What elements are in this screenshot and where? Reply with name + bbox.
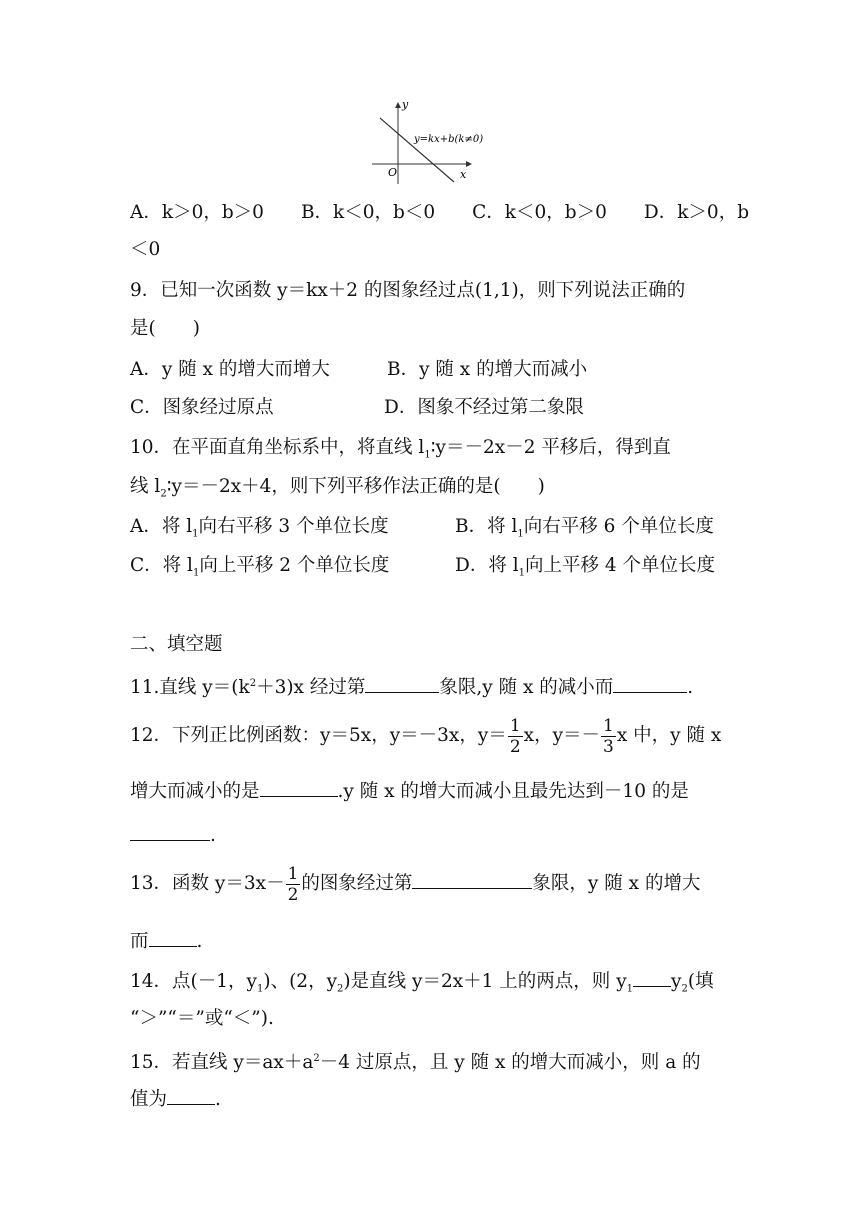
q12-blank-2[interactable] [130,822,210,841]
q10-stem: 10．在平面直角坐标系中，将直线 $l_1∶y=-2x-2$ 平移后，得到直 [130,437,671,461]
x-axis-arrow [466,161,472,167]
fraction-1-2: $\frac{1}{2}$ [509,715,521,757]
q13-cont: 而 . [130,928,202,954]
fraction-1-3: $\frac{1}{3}$ [603,715,614,757]
q14-cont: “＞”“＝”或“＜”). [130,1008,274,1029]
q15: 15．若直线 $y=ax+a^2-4$ 过原点，且 y 随 x 的增大而减小，则 a 的 [130,1052,701,1074]
q12-blank-1[interactable] [260,778,338,797]
fraction-1-2: $\frac{1}{2}$ [287,863,299,905]
q14-blank[interactable] [633,968,671,987]
q13-blank-1[interactable] [412,870,532,889]
q8-options: A．k＞0，b＞0 B．k＜0，b＜0 C．k＜0，b＞0 D．k＞0，b [130,202,750,223]
q9-option-b: B．y 随 x 的增大而减小 [387,359,588,380]
q12-cont: 增大而减小的是 .y 随 x 的增大而减小且最先达到－10 的是 [130,778,689,804]
line-label: y=kx+b(k≠0) [414,134,484,145]
q13: 13．函数 y＝3x－ $\frac{1}{2}$ 的图象经过第 象限，y 随 x 的增大 [130,863,701,905]
q12: 12．下列正比例函数：y＝5x，y＝－3x，y＝ $\frac{1}{2}$ x，y＝－ $\frac{1}{3}$ x 中，y 随 x [130,715,722,757]
q9-option-c: C．图象经过原点 [130,397,274,418]
q12-cont-2: . [130,822,216,848]
graph-figure [368,96,492,188]
q9-option-d: D．图象不经过第二象限 [384,397,584,418]
q8-options-wrap: ＜0 [130,239,161,260]
q9-option-a: A．y 随 x 的增大而增大 [130,359,330,380]
q11-blank-1[interactable] [365,674,439,693]
y-axis-arrow [395,102,401,108]
x-axis-label: x [460,168,467,181]
q10-option-a: A．将 $l_1$向右平移 3 个单位长度 [130,516,389,540]
q13-blank-2[interactable] [149,928,197,947]
origin-label: O [388,166,398,179]
q15-blank[interactable] [167,1086,215,1105]
q9-stem: 9．已知一次函数 y＝kx＋2 的图象经过点(1,1)，则下列说法正确的 [130,280,686,301]
q9-stem-cont: 是( ) [130,318,200,339]
section-title: 二、填空题 [130,634,223,655]
q14: 14．点(－1，$y_1$)、(2，$y_2$)是直线 y＝2x＋1 上的两点，则 $y_1$ $y_2$(填 [130,968,714,1002]
y-axis-label: y [402,98,409,111]
q10-stem-cont: 线 $l_2∶y=-2x+4$，则下列平移作法正确的是( ) [130,476,545,500]
q10-option-d: D．将 $l_1$向上平移 4 个单位长度 [455,555,716,579]
q10-option-c: C．将 $l_1$向上平移 2 个单位长度 [130,555,390,579]
q11-blank-2[interactable] [613,674,687,693]
q15-cont: 值为 . [130,1086,221,1112]
q11: 11.直线 $y=(k^2+3)x$ 经过第 象限,y 随 x 的减小而 . [130,672,693,700]
q10-option-b: B．将 $l_1$向右平移 6 个单位长度 [455,516,714,540]
